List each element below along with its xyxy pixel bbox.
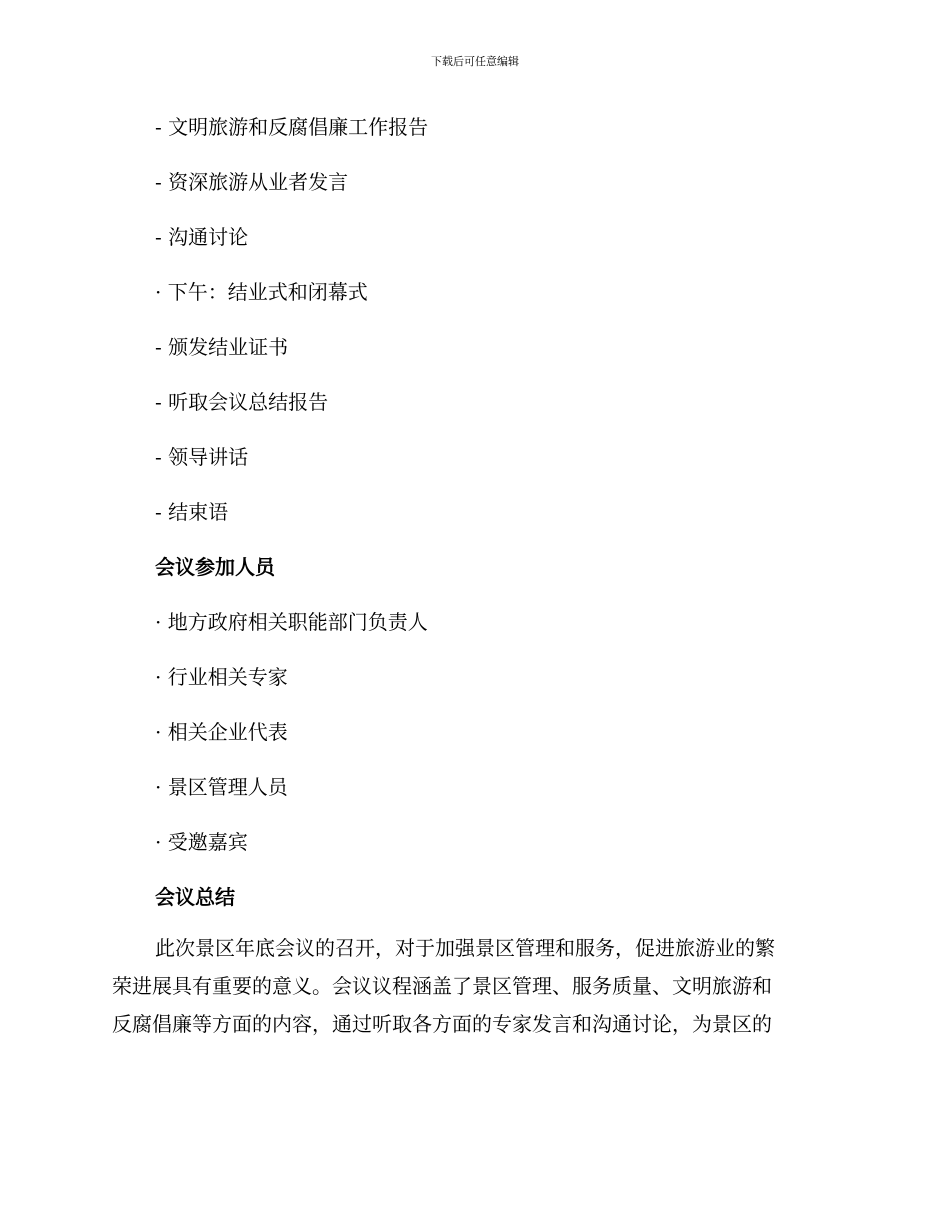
participant-item: · 相关企业代表 bbox=[155, 720, 288, 744]
participants-heading: 会议参加人员 bbox=[155, 555, 275, 579]
summary-line: 此次景区年底会议的召开，对于加强景区管理和服务，促进旅游业的繁 bbox=[155, 936, 775, 960]
participant-item: · 地方政府相关职能部门负责人 bbox=[155, 610, 428, 634]
agenda-item: - 文明旅游和反腐倡廉工作报告 bbox=[155, 115, 429, 139]
participant-item: · 受邀嘉宾 bbox=[155, 830, 248, 854]
agenda-item: - 沟通讨论 bbox=[155, 225, 249, 249]
document-body bbox=[155, 112, 835, 937]
summary-heading: 会议总结 bbox=[155, 885, 235, 909]
summary-paragraph bbox=[112, 933, 834, 1047]
participant-item: · 景区管理人员 bbox=[155, 775, 288, 799]
page-header: 下载后可任意编辑 bbox=[431, 55, 519, 68]
summary-line: 反腐倡廉等方面的内容，通过听取各方面的专家发言和沟通讨论，为景区的 bbox=[112, 1012, 772, 1036]
summary-line: 荣进展具有重要的意义。会议议程涵盖了景区管理、服务质量、文明旅游和 bbox=[112, 974, 772, 998]
agenda-item: - 领导讲话 bbox=[155, 445, 249, 469]
agenda-item: - 听取会议总结报告 bbox=[155, 390, 329, 414]
agenda-item: - 颁发结业证书 bbox=[155, 335, 289, 359]
agenda-item: - 结束语 bbox=[155, 500, 229, 524]
agenda-item: · 下午：结业式和闭幕式 bbox=[155, 280, 368, 304]
agenda-item: - 资深旅游从业者发言 bbox=[155, 170, 349, 194]
participant-item: · 行业相关专家 bbox=[155, 665, 288, 689]
